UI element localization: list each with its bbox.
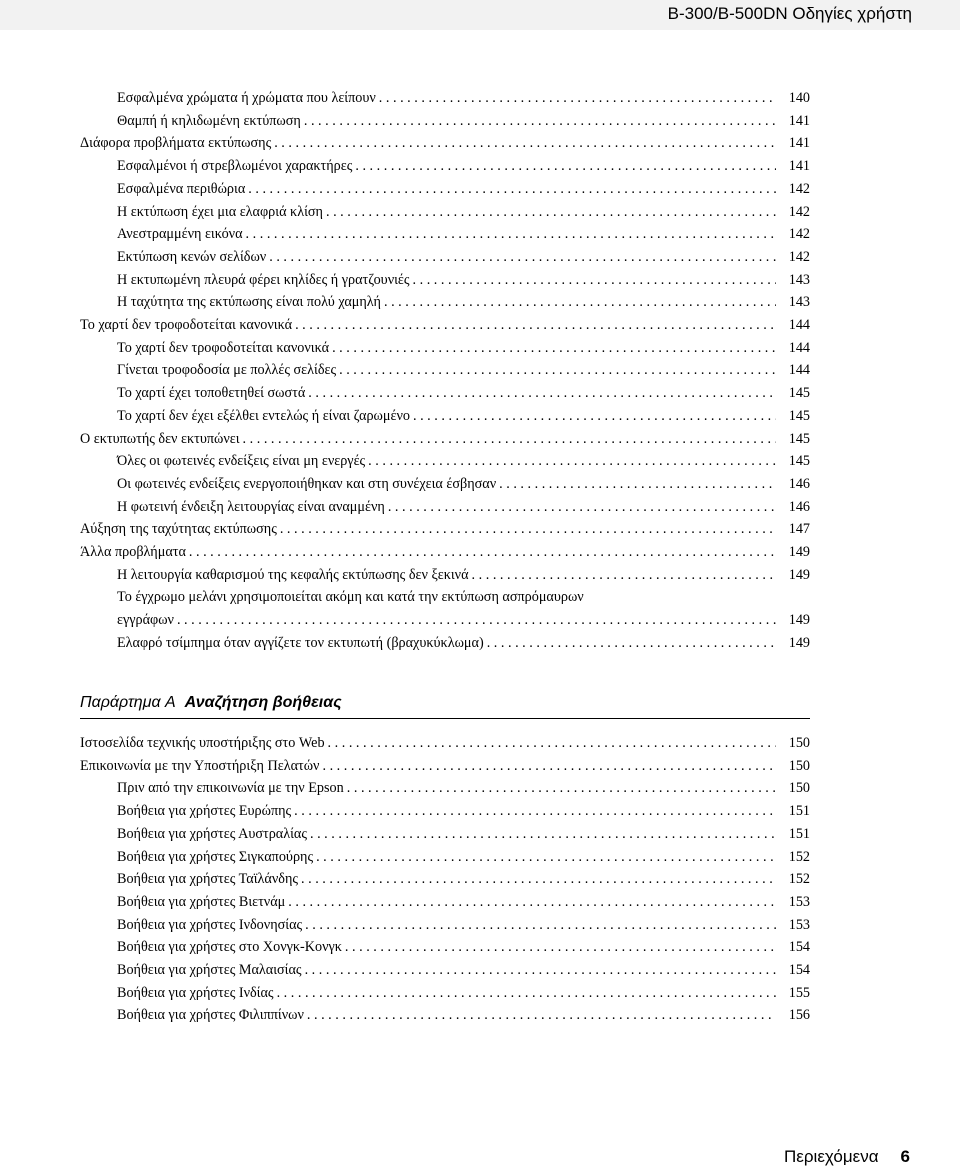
toc-entry-title: Θαμπή ή κηλιδωμένη εκτύπωση (117, 112, 301, 129)
toc-leader-dots (322, 757, 776, 775)
toc-page-number: 145 (788, 385, 810, 402)
toc-entry[interactable] (117, 1006, 810, 1025)
toc-leader-dots (326, 203, 776, 221)
toc-entry[interactable] (117, 802, 810, 821)
toc-leader-dots (177, 611, 776, 629)
toc-leader-dots (301, 870, 776, 888)
toc-leader-dots (294, 802, 776, 820)
toc-leader-dots (347, 779, 776, 797)
toc-page-number: 145 (788, 453, 810, 470)
toc-page-number: 143 (788, 294, 810, 311)
toc-entry[interactable] (117, 180, 810, 199)
toc-page-number: 153 (788, 916, 810, 933)
toc-page-number: 150 (788, 780, 810, 797)
toc-entry-title: Το χαρτί έχει τοποθετηθεί σωστά (117, 385, 306, 402)
toc-entry[interactable] (117, 634, 810, 653)
toc-entry-title: Η ταχύτητα της εκτύπωσης είναι πολύ χαμηλή (117, 294, 381, 311)
toc-entry[interactable] (117, 452, 810, 471)
toc-entry[interactable] (117, 611, 810, 630)
appendix-heading (80, 694, 342, 712)
toc-entry-title: Η εκτύπωση έχει μια ελαφριά κλίση (117, 203, 323, 220)
toc-entry[interactable] (80, 520, 810, 539)
toc-leader-dots (246, 225, 776, 243)
toc-page-number: 141 (788, 135, 810, 152)
toc-entry[interactable] (117, 112, 810, 131)
toc-entry[interactable] (117, 916, 810, 935)
toc-leader-dots (384, 293, 776, 311)
toc-entry-title: Η φωτεινή ένδειξη λειτουργίας είναι αναμμένη (117, 498, 385, 515)
toc-entry[interactable] (117, 384, 810, 403)
toc-entry-title: Βοήθεια για χρήστες Μαλαισίας (117, 962, 302, 978)
toc-entry[interactable] (117, 825, 810, 844)
toc-entry[interactable] (117, 89, 810, 108)
toc-leader-dots (274, 134, 776, 152)
toc-entry[interactable] (80, 757, 810, 776)
toc-page-number: 144 (788, 339, 810, 356)
appendix-title: Αναζήτηση βοήθειας (184, 694, 342, 711)
toc-entry[interactable] (117, 566, 810, 585)
toc-entry[interactable] (117, 225, 810, 244)
toc-leader-dots (304, 112, 776, 130)
toc-leader-dots (288, 893, 776, 911)
page-footer (784, 1147, 910, 1167)
page-number: 6 (900, 1147, 910, 1166)
toc-page-number: 151 (788, 825, 810, 842)
toc-page-number: 142 (788, 248, 810, 265)
toc-page-number: 150 (788, 735, 810, 751)
footer-section-label: Περιεχόμενα (784, 1147, 879, 1166)
toc-entry-title: Διάφορα προβλήματα εκτύπωσης (80, 135, 272, 152)
toc-page-number: 155 (788, 984, 810, 1001)
toc-page-number: 145 (788, 407, 810, 424)
toc-leader-dots (277, 984, 776, 1002)
toc-leader-dots (413, 407, 776, 425)
toc-page-number: 152 (788, 871, 810, 888)
toc-page-number: 154 (788, 962, 810, 978)
toc-page-number: 144 (788, 362, 810, 379)
toc-entry-title: Βοήθεια για χρήστες Ταϊλάνδης (117, 871, 298, 888)
toc-leader-dots (269, 248, 776, 266)
toc-entry-title: Βοήθεια για χρήστες Ευρώπης (117, 803, 292, 820)
toc-page-number: 142 (788, 203, 810, 220)
toc-entry[interactable] (117, 339, 810, 358)
toc-page-number: 149 (788, 544, 810, 560)
toc-entry[interactable] (80, 316, 810, 335)
toc-entry[interactable] (117, 848, 810, 867)
toc-entry-line1[interactable]: Το έγχρωμο μελάνι χρησιμοποιείται ακόμη και κατά την εκτύπωση ασπρόμαυρων (117, 589, 584, 606)
toc-page-number: 141 (788, 112, 810, 129)
toc-entry-title: Επικοινωνία με την Υποστήριξη Πελατών (80, 757, 320, 774)
toc-entry[interactable] (80, 134, 810, 153)
toc-entry[interactable] (117, 870, 810, 889)
toc-page-number: 156 (788, 1007, 810, 1024)
toc-leader-dots (379, 89, 776, 107)
toc-entry[interactable] (117, 271, 810, 290)
page-header (0, 0, 960, 30)
toc-page-number: 141 (788, 158, 810, 175)
toc-entry-title: Άλλα προβλήματα (80, 544, 186, 560)
toc-leader-dots (307, 1006, 776, 1024)
toc-entry[interactable] (80, 734, 810, 753)
toc-entry[interactable] (117, 361, 810, 380)
toc-entry-title: Πριν από την επικοινωνία με την Epson (117, 780, 344, 797)
toc-entry-title: Βοήθεια για χρήστες Αυστραλίας (117, 825, 307, 842)
toc-page-number: 149 (788, 566, 810, 583)
toc-entry[interactable] (117, 248, 810, 267)
toc-entry-title: Εσφαλμένα χρώματα ή χρώματα που λείπουν (117, 90, 376, 106)
toc-leader-dots (280, 520, 776, 538)
toc-entry[interactable] (117, 407, 810, 426)
toc-leader-dots (295, 316, 776, 334)
toc-entry-title: Ελαφρό τσίμπημα όταν αγγίζετε τον εκτυπωτή (βραχυκύκλωμα) (117, 634, 484, 651)
toc-page-number: 149 (788, 634, 810, 651)
toc-leader-dots (345, 938, 776, 956)
toc-leader-dots (248, 180, 776, 198)
toc-leader-dots (368, 452, 776, 470)
toc-leader-dots (189, 543, 776, 561)
toc-entry-title: Οι φωτεινές ενδείξεις ενεργοποιήθηκαν και στη συνέχεια έσβησαν (117, 475, 497, 492)
toc-entry-title: Βοήθεια για χρήστες Φιλιππίνων (117, 1007, 304, 1024)
toc-entry[interactable] (117, 157, 810, 176)
toc-leader-dots (388, 498, 776, 516)
toc-entry-title: Εκτύπωση κενών σελίδων (117, 248, 267, 265)
toc-leader-dots (332, 339, 776, 357)
toc-entry-title: Αύξηση της ταχύτητας εκτύπωσης (80, 521, 277, 538)
toc-page-number: 146 (788, 475, 810, 492)
toc-entry-title: Ο εκτυπωτής δεν εκτυπώνει (80, 430, 240, 447)
toc-entry[interactable] (117, 203, 810, 222)
toc-page-number: 150 (788, 757, 810, 774)
toc-entry-title: Εσφαλμένα περιθώρια (117, 180, 246, 197)
toc-entry[interactable] (117, 779, 810, 798)
toc-page-number: 146 (788, 498, 810, 515)
toc-entry-title: Γίνεται τροφοδοσία με πολλές σελίδες (117, 362, 337, 379)
toc-entry-title: Βοήθεια για χρήστες στο Χονγκ-Κονγκ (117, 939, 342, 956)
toc-entry[interactable] (117, 498, 810, 517)
toc-entry-title: Ιστοσελίδα τεχνικής υποστήριξης στο Web (80, 735, 325, 751)
toc-page-number: 154 (788, 939, 810, 956)
toc-entry[interactable] (117, 293, 810, 312)
toc-page-number: 142 (788, 180, 810, 197)
toc-entry-title: Όλες οι φωτεινές ενδείξεις είναι μη ενεργές (117, 453, 366, 470)
toc-page-number: 147 (788, 521, 810, 538)
toc-leader-dots (316, 848, 776, 866)
toc-leader-dots (328, 734, 776, 752)
toc-leader-dots (355, 157, 776, 175)
toc-page-number: 149 (788, 612, 810, 629)
toc-entry[interactable] (80, 430, 810, 449)
toc-entry-title: Ανεστραμμένη εικόνα (117, 226, 243, 243)
toc-leader-dots (339, 361, 776, 379)
appendix-prefix: Παράρτημα A (80, 694, 176, 711)
toc-leader-dots (487, 634, 776, 652)
toc-leader-dots (413, 271, 777, 289)
toc-page-number: 142 (788, 226, 810, 243)
toc-leader-dots (305, 916, 776, 934)
toc-entry[interactable] (117, 475, 810, 494)
toc-entry[interactable] (117, 938, 810, 957)
toc-leader-dots (310, 825, 776, 843)
toc-entry-title: Εσφαλμένοι ή στρεβλωμένοι χαρακτήρες (117, 158, 353, 175)
toc-leader-dots (499, 475, 776, 493)
toc-entry[interactable] (117, 961, 810, 980)
toc-entry-title: Η λειτουργία καθαρισμού της κεφαλής εκτύπωσης δεν ξεκινά (117, 566, 469, 583)
appendix-rule (80, 718, 810, 719)
toc-entry-title: Βοήθεια για χρήστες Ινδίας (117, 984, 274, 1001)
toc-page-number: 152 (788, 848, 810, 865)
toc-entry-title: Το χαρτί δεν τροφοδοτείται κανονικά (80, 317, 293, 333)
toc-entry-title: Βοήθεια για χρήστες Ινδονησίας (117, 916, 303, 933)
toc-entry-title: Το χαρτί δεν τροφοδοτείται κανονικά (117, 339, 330, 356)
toc-entry-title: Βοήθεια για χρήστες Βιετνάμ (117, 893, 286, 910)
toc-page-number: 145 (788, 430, 810, 447)
toc-entry[interactable] (117, 984, 810, 1003)
toc-entry[interactable] (117, 893, 810, 912)
toc-leader-dots (472, 566, 776, 584)
toc-page-number: 143 (788, 271, 810, 288)
toc-entry-title: εγγράφων (117, 612, 174, 629)
toc-entry-title: Η εκτυπωμένη πλευρά φέρει κηλίδες ή γρατζουνιές (117, 271, 410, 288)
toc-entry-title: Το χαρτί δεν έχει εξέλθει εντελώς ή είναι ζαρωμένο (117, 407, 410, 424)
toc-leader-dots (305, 961, 776, 979)
toc-entry[interactable] (80, 543, 810, 562)
toc-page-number: 151 (788, 803, 810, 820)
document-title: B-300/B-500DN Οδηγίες χρήστη (667, 4, 912, 23)
toc-leader-dots (308, 384, 776, 402)
toc-page-number: 153 (788, 893, 810, 910)
toc-entry-title: Βοήθεια για χρήστες Σιγκαπούρης (117, 848, 314, 865)
toc-leader-dots (243, 430, 776, 448)
toc-page-number: 140 (788, 90, 810, 106)
toc-page-number: 144 (788, 317, 810, 333)
